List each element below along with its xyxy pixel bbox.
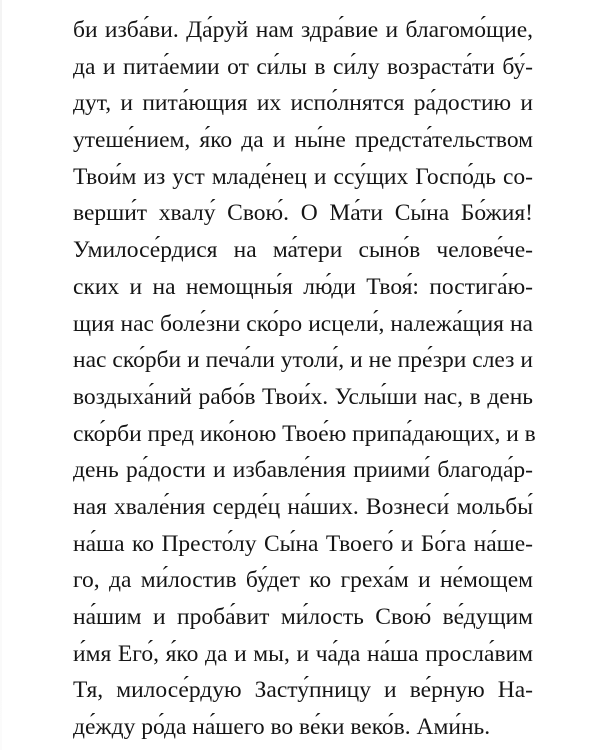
text-line: Тя, милосе́рдую Засту́пницу и ве́рную На-	[73, 677, 533, 704]
text-line: Твои́м из уст младе́нец и ссу́щих Госпо́дь со-	[73, 163, 533, 190]
text-line: нас ско́рби и печа́ли утоли́, и не пре́зри слез и	[73, 347, 533, 374]
text-line: би изба́ви. Да́руй нам здра́вие и благомо́щие,	[73, 17, 533, 43]
text-line-last: де́жду ро́да на́шего во ве́ки веко́в. Ами́нь.	[73, 714, 491, 741]
text-line: и́мя Его́, я́ко да и мы, и ча́да на́ша просла́вим	[73, 640, 533, 667]
text-line: го, да ми́лостив бу́дет ко греха́м и не́мощем	[73, 567, 533, 594]
text-line: ско́рби пред ико́ною Твое́ю припа́дающих, и в	[73, 420, 536, 447]
text-line: да и пита́емии от си́лы в си́лу возраста́ти бу́-	[73, 53, 533, 80]
text-line: воздыха́ний рабо́в Твои́х. Услы́ши нас, в день	[73, 383, 533, 410]
text-line: ских и на немощны́я лю́ди Твоя́: постига́ю-	[73, 273, 533, 300]
text-line: дут, и пита́ющия их испо́лнятся ра́достию и	[73, 90, 533, 117]
text-line: ная хвале́ния серде́ц на́ших. Вознеси́ мольбы́	[73, 493, 533, 520]
page-edge-shadow	[0, 0, 2, 750]
text-line: Умилосе́рдися на ма́тери сыно́в челове́че-	[73, 237, 533, 264]
text-line: верши́т хвалу́ Свою́. О Ма́ти Сы́на Бо́жия!	[73, 200, 533, 227]
text-line: на́шим и проба́вит ми́лость Свою́ ве́дущим	[73, 604, 533, 630]
text-line: щия нас боле́зни ско́ро исцели́, належа́щия на	[73, 310, 533, 337]
text-line: день ра́дости и избавле́ния приими́ благода́р-	[73, 457, 533, 484]
text-line: утеше́нием, я́ко да и ны́не предста́тельством	[73, 127, 533, 154]
text-line: на́ша ко Престо́лу Сы́на Твоего́ и Бо́га на́ше-	[73, 530, 533, 557]
prayer-text-block	[73, 12, 536, 746]
